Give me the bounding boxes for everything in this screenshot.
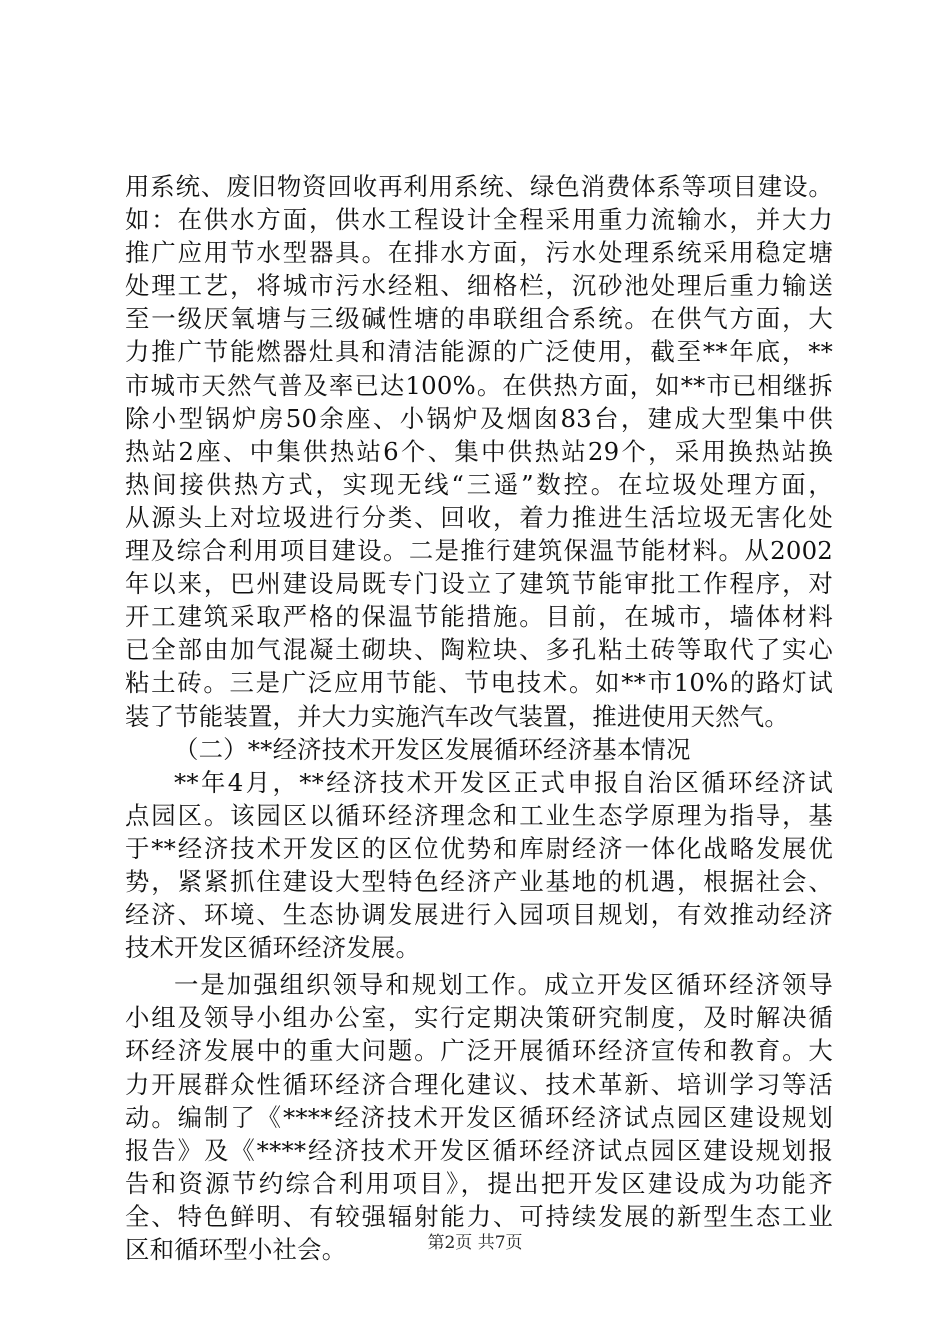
text-line: 小组及领导小组办公室，实行定期决策研究制度，及时解决循	[125, 1003, 833, 1033]
text-line: 力开展群众性循环经济合理化建议、技术革新、培训学习等活	[125, 1069, 833, 1099]
text-line: 粘土砖。三是广泛应用节能、节电技术。如**市10%的路灯试	[125, 668, 833, 698]
text-line: 处理工艺，将城市污水经粗、细格栏，沉砂池处理后重力输送	[125, 271, 833, 301]
text-line: 点园区。该园区以循环经济理念和工业生态学原理为指导，基	[125, 800, 833, 830]
text-line: **年4月，**经济技术开发区正式申报自治区循环经济试	[174, 767, 833, 797]
text-line: 用系统、废旧物资回收再利用系统、绿色消费体系等项目建设。	[125, 172, 833, 201]
text-line: 热间接供热方式，实现无线“三遥”数控。在垃圾处理方面，	[125, 469, 833, 499]
text-line: 环经济发展中的重大问题。广泛开展循环经济宣传和教育。大	[125, 1036, 833, 1066]
document-body	[125, 170, 833, 1266]
text-line: 从源头上对垃圾进行分类、回收，着力推进生活垃圾无害化处	[125, 502, 833, 532]
text-line: 除小型锅炉房50余座、小锅炉及烟囱83台，建成大型集中供	[125, 403, 833, 433]
text-line: 报告》及《****经济技术开发区循环经济试点园区建设规划报	[125, 1135, 833, 1165]
text-line: 开工建筑采取严格的保温节能措施。目前，在城市，墙体材料	[125, 602, 833, 632]
text-line: 已全部由加气混凝土砌块、陶粒块、多孔粘土砖等取代了实心	[125, 635, 833, 665]
text-line: 技术开发区循环经济发展。	[125, 933, 421, 963]
text-line: 推广应用节水型器具。在排水方面，污水处理系统采用稳定塘	[125, 238, 833, 268]
text-line: 热站2座、中集供热站6个、集中供热站29个，采用换热站换	[125, 436, 833, 466]
text-line: 年以来，巴州建设局既专门设立了建筑节能审批工作程序，对	[125, 569, 833, 599]
paragraph-3	[125, 968, 833, 1266]
text-line: 告和资源节约综合利用项目》，提出把开发区建设成为功能齐	[125, 1168, 833, 1198]
text-line: 于**经济技术开发区的区位优势和库尉经济一体化战略发展优	[125, 833, 833, 863]
section-heading: （二）**经济技术开发区发展循环经济基本情况	[174, 734, 691, 764]
text-line: 动。编制了《****经济技术开发区循环经济试点园区建设规划	[125, 1102, 833, 1132]
text-line: 市城市天然气普及率已达100%。在供热方面，如**市已相继拆	[125, 370, 833, 400]
text-line: 理及综合利用项目建设。二是推行建筑保温节能材料。从2002	[125, 536, 833, 566]
text-line: 经济、环境、生态协调发展进行入园项目规划，有效推动经济	[125, 900, 833, 930]
text-line: 如：在供水方面，供水工程设计全程采用重力流输水，并大力	[125, 205, 833, 235]
text-line: 一是加强组织领导和规划工作。成立开发区循环经济领导	[174, 970, 833, 1000]
paragraph-1	[125, 170, 833, 733]
text-line: 全、特色鲜明、有较强辐射能力、可持续发展的新型生态工业	[125, 1201, 833, 1231]
paragraph-2	[125, 766, 833, 965]
text-line: 区和循环型小社会。	[125, 1235, 347, 1264]
text-line: 至一级厌氧塘与三级碱性塘的串联组合系统。在供气方面，大	[125, 304, 833, 334]
text-line: 装了节能装置，并大力实施汽车改气装置，推进使用天然气。	[125, 701, 789, 731]
page-footer: 第2页 共7页	[427, 1233, 523, 1253]
text-line: 力推广节能燃器灶具和清洁能源的广泛使用，截至**年底，**	[125, 337, 833, 367]
text-line: 势，紧紧抓住建设大型特色经济产业基地的机遇，根据社会、	[125, 866, 833, 896]
